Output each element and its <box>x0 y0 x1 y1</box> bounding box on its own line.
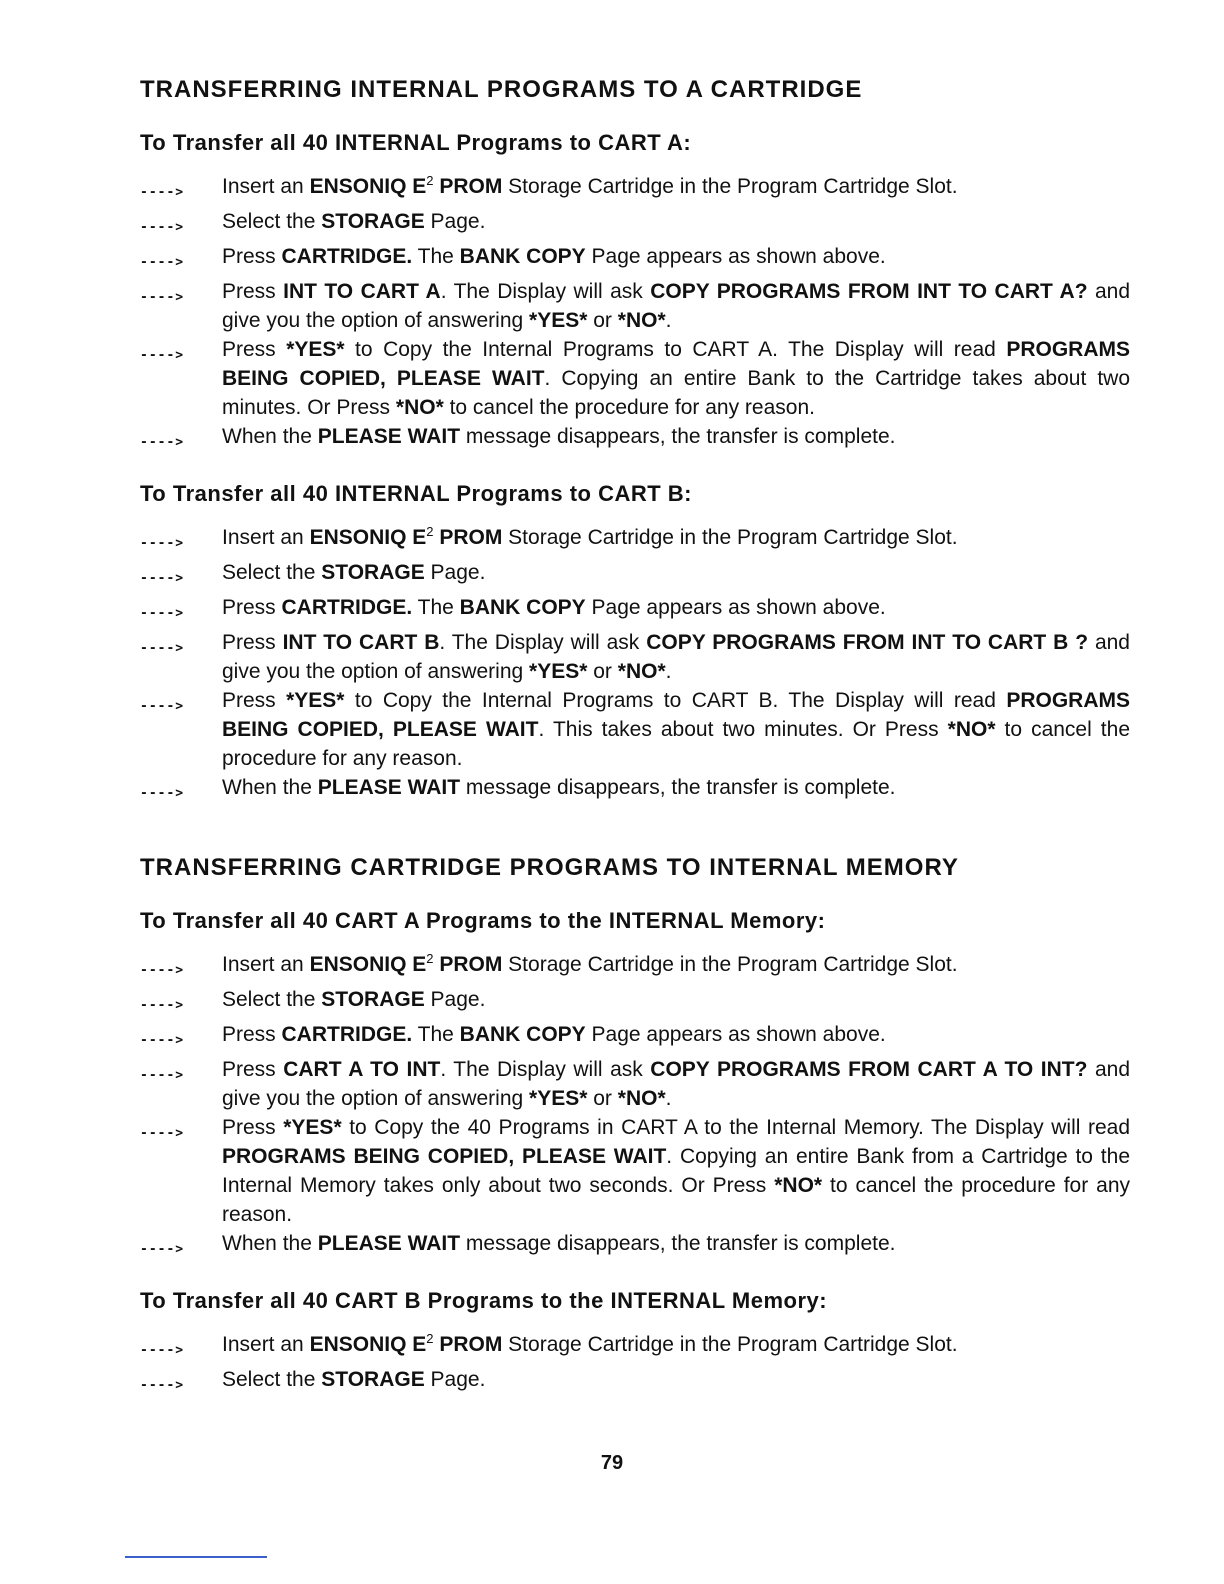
text-run: . This takes about two minutes. Or Press <box>538 718 948 741</box>
step-text <box>222 1113 1130 1229</box>
step-text <box>222 686 1130 773</box>
step-item <box>140 523 1130 558</box>
text-run: or <box>587 1087 618 1110</box>
text-run: Insert an <box>222 175 310 198</box>
text-run: to cancel the procedure for any reason. <box>222 1174 1130 1226</box>
text-run: When the <box>222 776 318 799</box>
footer-rule <box>125 1556 267 1558</box>
text-run: to cancel the procedure for any reason. <box>222 718 1130 770</box>
bold-term: PROGRAMS BEING COPIED, PLEASE WAIT <box>222 689 1131 741</box>
text-run: Insert an <box>222 953 310 976</box>
text-run: . The Display will ask <box>440 280 651 303</box>
text-run: Press <box>222 338 287 361</box>
text-run: Press <box>222 689 287 712</box>
bold-term: *YES* <box>283 1116 342 1139</box>
arrow-marker: ----> <box>140 699 185 714</box>
step-list <box>140 172 1130 457</box>
text-run: Select the <box>222 561 322 584</box>
bold-term: PROM <box>433 1333 503 1356</box>
text-run: . <box>665 660 672 683</box>
step-item <box>140 335 1130 422</box>
bold-term: COPY PROGRAMS FROM INT TO CART B ? <box>646 631 1089 654</box>
text-run: Page. <box>424 988 486 1011</box>
arrow-marker: ----> <box>140 1068 185 1083</box>
step-text <box>222 773 1130 808</box>
arrow-marker: ----> <box>140 255 185 270</box>
bold-term: STORAGE <box>321 561 425 584</box>
bold-term: COPY PROGRAMS FROM CART A TO INT? <box>650 1058 1088 1081</box>
superscript: 2 <box>426 1331 434 1346</box>
bold-term: INT TO CART A <box>283 280 441 303</box>
arrow-marker: ----> <box>140 1126 185 1141</box>
step-text <box>222 523 1130 558</box>
text-run: message disappears, the transfer is complete. <box>460 425 896 448</box>
text-run: Storage Cartridge in the Program Cartridge Slot. <box>502 175 958 198</box>
arrow-marker: ----> <box>140 963 185 978</box>
text-run: . The Display will ask <box>439 631 647 654</box>
text-run: Page appears as shown above. <box>585 596 886 619</box>
step-item <box>140 172 1130 207</box>
text-run: Page. <box>424 1368 486 1391</box>
step-text <box>222 1020 1130 1055</box>
text-run: and give you the option of answering <box>222 280 1130 332</box>
bold-term: PLEASE WAIT <box>317 776 461 799</box>
bold-term: *YES* <box>286 689 345 712</box>
arrow-marker: ----> <box>140 348 185 363</box>
text-run: and give you the option of answering <box>222 1058 1130 1110</box>
bold-term: CARTRIDGE. <box>281 596 413 619</box>
text-run: or <box>587 660 618 683</box>
step-item <box>140 1229 1130 1264</box>
bold-term: CARTRIDGE. <box>281 245 413 268</box>
arrow-marker: ----> <box>140 435 185 450</box>
step-text <box>222 593 1130 628</box>
text-run: The <box>412 245 460 268</box>
arrow-marker: ----> <box>140 185 185 200</box>
text-run: . <box>665 309 672 332</box>
text-run: When the <box>222 425 318 448</box>
text-run: Press <box>222 1023 282 1046</box>
text-run: The <box>412 1023 460 1046</box>
arrow-marker: ----> <box>140 606 185 621</box>
bold-term: ENSONIQ E <box>309 175 427 198</box>
step-text <box>222 1229 1130 1264</box>
text-run: . Copying an entire Bank from a Cartridge to the Internal Memory takes only about two seconds. Or Press <box>222 1145 1130 1197</box>
step-text <box>222 422 1130 457</box>
step-text <box>222 628 1130 686</box>
superscript: 2 <box>426 524 434 539</box>
bold-term: PROM <box>433 526 503 549</box>
bold-term: PROGRAMS BEING COPIED, PLEASE WAIT <box>222 1145 667 1168</box>
text-run: Page. <box>424 561 486 584</box>
step-item <box>140 686 1130 773</box>
step-list <box>140 950 1130 1264</box>
arrow-marker: ----> <box>140 1033 185 1048</box>
bold-term: BANK COPY <box>459 1023 586 1046</box>
arrow-marker: ----> <box>140 1343 185 1358</box>
step-text <box>222 1365 1130 1400</box>
text-run: Page. <box>424 210 486 233</box>
text-run: Storage Cartridge in the Program Cartridge Slot. <box>502 1333 958 1356</box>
bold-term: INT TO CART B <box>282 631 440 654</box>
page-number: 79 <box>600 1452 624 1474</box>
step-item <box>140 242 1130 277</box>
text-run: Insert an <box>222 1333 310 1356</box>
step-item <box>140 207 1130 242</box>
bold-term: COPY PROGRAMS FROM INT TO CART A? <box>650 280 1088 303</box>
text-run: Storage Cartridge in the Program Cartridge Slot. <box>502 953 958 976</box>
text-run: Page appears as shown above. <box>585 1023 886 1046</box>
text-run: or <box>587 309 618 332</box>
step-list <box>140 523 1130 808</box>
bold-term: BANK COPY <box>459 596 586 619</box>
text-run: . The Display will ask <box>440 1058 651 1081</box>
text-run: Press <box>222 280 284 303</box>
step-item <box>140 985 1130 1020</box>
text-run: to Copy the Internal Programs to CART A. The Display will read <box>344 338 1007 361</box>
text-run: Select the <box>222 988 322 1011</box>
text-run: message disappears, the transfer is complete. <box>460 776 896 799</box>
arrow-marker: ----> <box>140 536 185 551</box>
text-run: Press <box>222 245 282 268</box>
step-item <box>140 1330 1130 1365</box>
text-run: The <box>412 596 460 619</box>
subsection-heading: To Transfer all 40 INTERNAL Programs to CART A: <box>140 130 692 155</box>
text-run: Press <box>222 1058 284 1081</box>
text-run: . <box>665 1087 672 1110</box>
step-item <box>140 1365 1130 1400</box>
text-run: Select the <box>222 1368 322 1391</box>
bold-term: *YES* <box>529 1087 588 1110</box>
subsection-heading: To Transfer all 40 INTERNAL Programs to CART B: <box>140 481 692 506</box>
text-run: Page appears as shown above. <box>585 245 886 268</box>
text-run: to Copy the 40 Programs in CART A to the Internal Memory. The Display will read <box>341 1116 1130 1139</box>
text-run: Storage Cartridge in the Program Cartridge Slot. <box>502 526 958 549</box>
step-text <box>222 172 1130 207</box>
text-run: Insert an <box>222 526 310 549</box>
bold-term: *NO* <box>947 718 996 741</box>
bold-term: STORAGE <box>321 210 425 233</box>
bold-term: BANK COPY <box>459 245 586 268</box>
text-run: and give you the option of answering <box>222 631 1130 683</box>
step-item <box>140 950 1130 985</box>
step-item <box>140 628 1130 686</box>
step-item <box>140 1113 1130 1229</box>
bold-term: CARTRIDGE. <box>281 1023 413 1046</box>
bold-term: *NO* <box>617 660 666 683</box>
superscript: 2 <box>426 951 434 966</box>
bold-term: ENSONIQ E <box>309 1333 427 1356</box>
page-content <box>140 74 1130 1422</box>
subsection-heading: To Transfer all 40 CART A Programs to the INTERNAL Memory: <box>140 908 826 933</box>
arrow-marker: ----> <box>140 1378 185 1393</box>
text-run: message disappears, the transfer is complete. <box>460 1232 896 1255</box>
bold-term: *YES* <box>529 309 588 332</box>
bold-term: STORAGE <box>321 988 425 1011</box>
arrow-marker: ----> <box>140 290 185 305</box>
text-run: Press <box>222 1116 284 1139</box>
bold-term: *NO* <box>774 1174 823 1197</box>
arrow-marker: ----> <box>140 786 185 801</box>
bold-term: *NO* <box>617 1087 666 1110</box>
step-item <box>140 593 1130 628</box>
step-item <box>140 422 1130 457</box>
step-list <box>140 1330 1130 1400</box>
step-text <box>222 985 1130 1020</box>
arrow-marker: ----> <box>140 571 185 586</box>
bold-term: *NO* <box>617 309 666 332</box>
bold-term: STORAGE <box>321 1368 425 1391</box>
text-run: Press <box>222 631 283 654</box>
step-item <box>140 558 1130 593</box>
bold-term: PLEASE WAIT <box>317 425 461 448</box>
step-item <box>140 1055 1130 1113</box>
bold-term: PROM <box>433 175 503 198</box>
bold-term: *NO* <box>395 396 444 419</box>
step-text <box>222 335 1130 422</box>
step-text <box>222 277 1130 335</box>
arrow-marker: ----> <box>140 998 185 1013</box>
bold-term: ENSONIQ E <box>309 953 427 976</box>
step-text <box>222 1330 1130 1365</box>
text-run: Press <box>222 596 282 619</box>
step-text <box>222 242 1130 277</box>
step-item <box>140 277 1130 335</box>
step-text <box>222 1055 1130 1113</box>
step-item <box>140 1020 1130 1055</box>
superscript: 2 <box>426 173 434 188</box>
step-item <box>140 773 1130 808</box>
text-run: to Copy the Internal Programs to CART B. The Display will read <box>344 689 1007 712</box>
step-text <box>222 558 1130 593</box>
step-text <box>222 950 1130 985</box>
arrow-marker: ----> <box>140 1242 185 1257</box>
bold-term: ENSONIQ E <box>309 526 427 549</box>
section-heading: TRANSFERRING CARTRIDGE PROGRAMS TO INTERNAL MEMORY <box>140 854 959 881</box>
subsection-heading: To Transfer all 40 CART B Programs to the INTERNAL Memory: <box>140 1288 828 1313</box>
arrow-marker: ----> <box>140 220 185 235</box>
bold-term: *YES* <box>529 660 588 683</box>
text-run: . Copying an entire Bank to the Cartridge takes about two minutes. Or Press <box>222 367 1130 419</box>
bold-term: PROM <box>433 953 503 976</box>
bold-term: PLEASE WAIT <box>317 1232 461 1255</box>
arrow-marker: ----> <box>140 641 185 656</box>
text-run: When the <box>222 1232 318 1255</box>
text-run: Select the <box>222 210 322 233</box>
bold-term: CART A TO INT <box>283 1058 441 1081</box>
section-heading: TRANSFERRING INTERNAL PROGRAMS TO A CARTRIDGE <box>140 76 863 103</box>
bold-term: *YES* <box>286 338 345 361</box>
step-text <box>222 207 1130 242</box>
bold-term: PROGRAMS BEING COPIED, PLEASE WAIT <box>222 338 1131 390</box>
text-run: to cancel the procedure for any reason. <box>443 396 815 419</box>
